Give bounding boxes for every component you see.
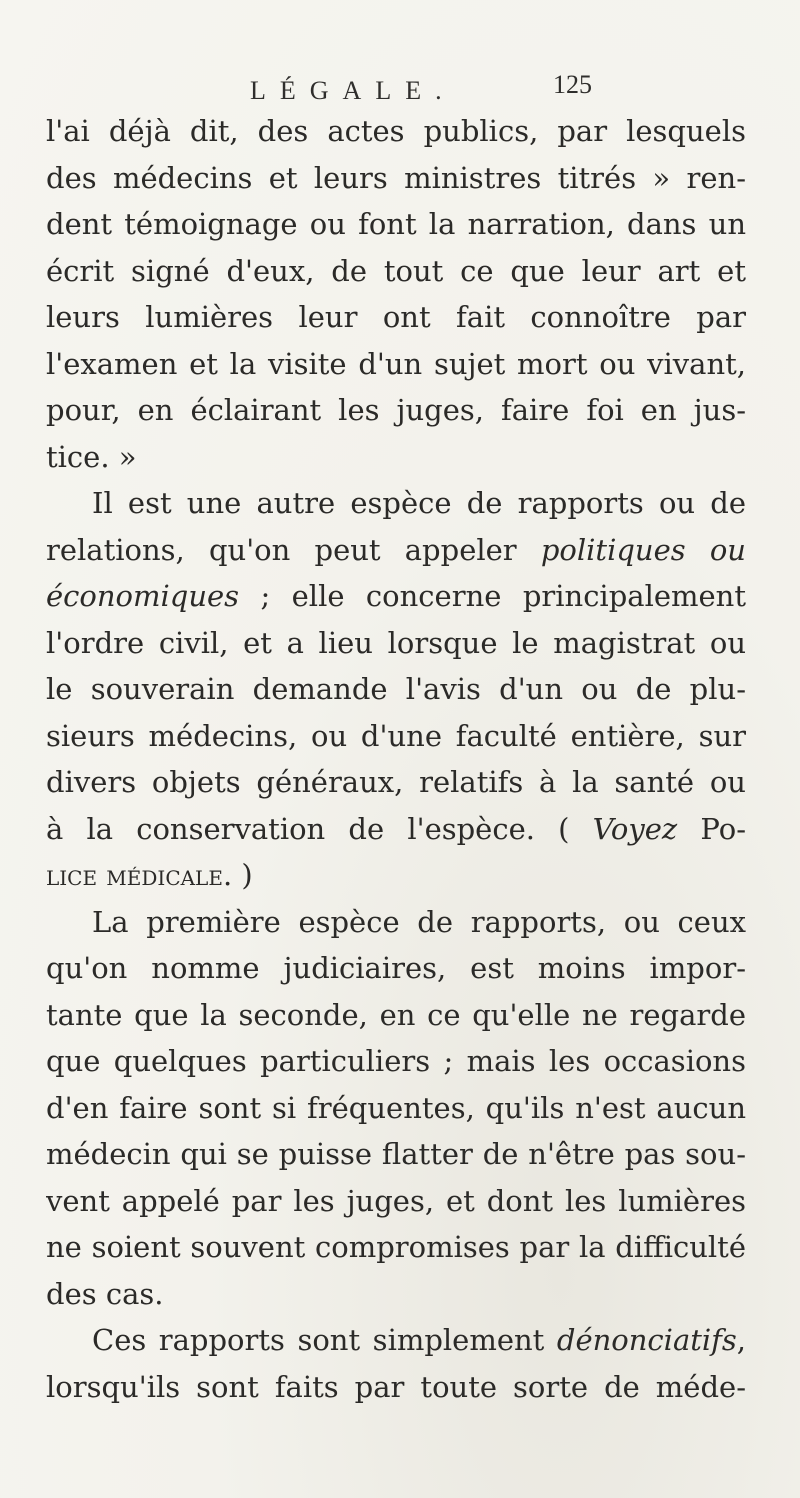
text-line: vent appelé par les juges, et dont les lumières [46, 1183, 746, 1218]
body-text [46, 108, 746, 1410]
text-line: d'en faire sont si fréquentes, qu'ils n'est aucun [46, 1090, 746, 1125]
text-line [46, 573, 746, 620]
text-line: La première espèce de rapports, ou ceux [92, 904, 746, 939]
text-line: des médecins et leurs ministres titrés » ren- [46, 160, 746, 195]
emphasis-text: politiques ou [540, 532, 746, 567]
text-line [46, 527, 746, 574]
text-line: écrit signé d'eux, de tout ce que leur art et [46, 253, 746, 288]
text-line: Il est une autre espèce de rapports ou de [92, 486, 746, 520]
text-line: pour, en éclairant les juges, faire foi en jus- [46, 393, 746, 427]
running-head: LÉGALE. [250, 76, 456, 105]
text-line: ne soient souvent compromises par la difficulté [46, 1230, 746, 1264]
text-line: le souverain demande l'avis d'un ou de plu- [46, 672, 746, 706]
emphasis-text: économiques [46, 579, 240, 613]
text-line: que quelques particuliers ; mais les occasions [46, 1044, 746, 1078]
text-line: dent témoignage ou font la narration, dans un [46, 207, 746, 241]
text-line: l'examen et la visite d'un sujet mort ou vivant, [46, 346, 746, 381]
text-line: sieurs médecins, ou d'une faculté entière, sur [46, 718, 746, 753]
text-segment: Ces rapports sont simplement [92, 1323, 545, 1357]
text-line: l'ordre civil, et a lieu lorsque le magistrat ou [46, 625, 746, 660]
text-segment: , [736, 1323, 746, 1357]
text-line: leurs lumières leur ont fait connoître par [46, 300, 746, 334]
text-segment: ; elle concerne principalement [260, 579, 746, 613]
text-segment: à la conservation de l'espèce. ( [46, 811, 570, 846]
text-line: tice. » [46, 439, 137, 474]
text-line [46, 1317, 746, 1364]
text-line: tante que la seconde, en ce qu'elle ne regarde [46, 997, 746, 1032]
text-segment: relations, qu'on peut appeler [46, 532, 517, 567]
emphasis-text: dénonciatifs [556, 1323, 737, 1357]
text-line: divers objets généraux, relatifs à la santé ou [46, 765, 746, 799]
text-line: l'ai déjà dit, des actes publics, par lesquels [46, 114, 746, 148]
text-line: qu'on nomme judiciaires, est moins impor- [46, 951, 746, 985]
emphasis-text: Voyez [592, 811, 678, 846]
text-segment: Po- [700, 811, 746, 846]
text-line: des cas. [46, 1276, 164, 1311]
text-line [46, 806, 746, 853]
page-number: 125 [553, 70, 592, 99]
text-line: lice médicale. ) [46, 858, 253, 892]
text-line: lorsqu'ils sont faits par toute sorte de méde- [46, 1369, 746, 1404]
text-line: médecin qui se puisse flatter de n'être pas sou- [46, 1137, 746, 1171]
